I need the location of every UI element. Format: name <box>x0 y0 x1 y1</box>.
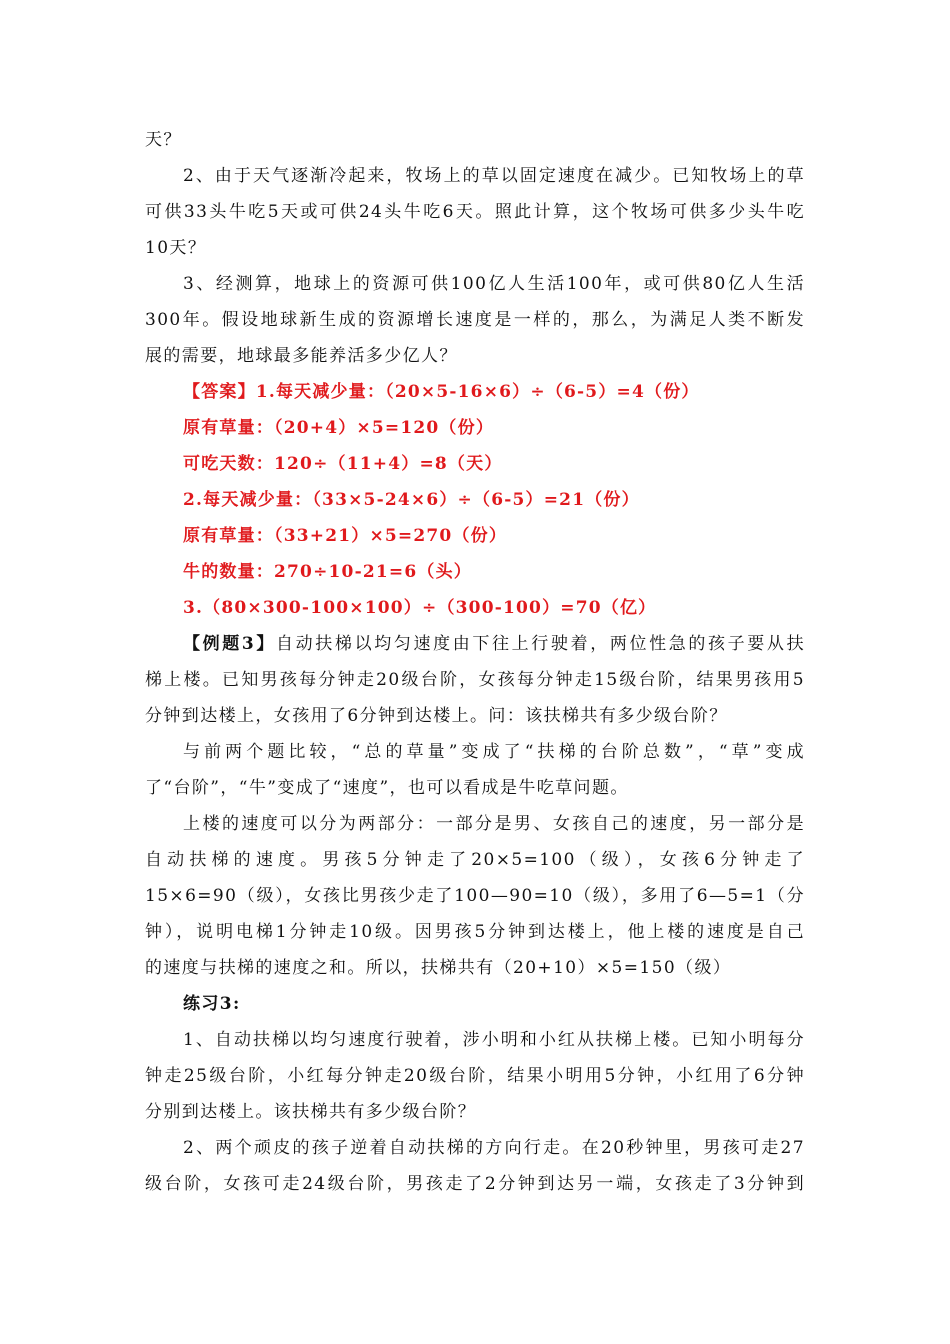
example-label: 【例题3】 <box>183 634 277 654</box>
practice-title: 练习3: <box>183 994 241 1014</box>
text-line: 级台阶，女孩可走24级台阶，男孩走了2分钟到达另一端，女孩走了3分钟到 <box>145 1174 805 1194</box>
text-line: 10天？ <box>145 238 207 258</box>
example-heading-line <box>145 626 805 662</box>
answer-line: 可吃天数：120÷（11+4）=8（天） <box>183 454 503 474</box>
answer-line <box>145 374 805 410</box>
page-content <box>145 122 805 1202</box>
answer-line: 2.每天减少量：（33×5-24×6）÷（6-5）=21（份） <box>183 490 640 510</box>
text-line: 梯上楼。已知男孩每分钟走20级台阶，女孩每分钟走15级台阶，结果男孩用5 <box>145 670 805 690</box>
text-line: 1、自动扶梯以均匀速度行驶着，涉小明和小红从扶梯上楼。已知小明每分 <box>183 1030 805 1050</box>
text-line: 2、由于天气逐渐冷起来，牧场上的草以固定速度在减少。已知牧场上的草 <box>183 166 805 186</box>
text-line: 展的需要，地球最多能养活多少亿人？ <box>145 346 458 366</box>
text-line: 300年。假设地球新生成的资源增长速度是一样的，那么，为满足人类不断发 <box>145 310 805 330</box>
answer-text: 1.每天减少量：（20×5-16×6）÷（6-5）=4（份） <box>255 382 700 402</box>
example-text: 自动扶梯以均匀速度由下往上行驶着，两位性急的孩子要从扶 <box>276 634 805 654</box>
text-line: 15×6=90（级），女孩比男孩少走了100—90=10（级），多用了6—5=1（分 <box>145 886 805 906</box>
answer-line: 原有草量：（33+21）×5=270（份） <box>183 526 508 546</box>
text-line: 上楼的速度可以分为两部分：一部分是男、女孩自己的速度，另一部分是 <box>183 814 805 834</box>
answer-line: 牛的数量：270÷10-21=6（头） <box>183 562 472 582</box>
answer-line: 原有草量：（20+4）×5=120（份） <box>183 418 495 438</box>
text-line: 了“台阶”，“牛”变成了“速度”，也可以看成是牛吃草问题。 <box>145 778 629 798</box>
text-line: 的速度与扶梯的速度之和。所以，扶梯共有（20+10）×5=150（级） <box>145 958 732 978</box>
text-line: 钟走25级台阶，小红每分钟走20级台阶，结果小明用5分钟，小红用了6分钟 <box>145 1066 805 1086</box>
text-line: 天？ <box>145 130 182 150</box>
text-line: 与前两个题比较，“总的草量”变成了“扶梯的台阶总数”，“草”变成 <box>183 742 805 762</box>
text-line: 可供33头牛吃5天或可供24头牛吃6天。照此计算，这个牧场可供多少头牛吃 <box>145 202 805 222</box>
answer-line: 3.（80×300-100×100）÷（300-100）=70（亿） <box>183 598 657 618</box>
text-line: 2、两个顽皮的孩子逆着自动扶梯的方向行走。在20秒钟里，男孩可走27 <box>183 1138 805 1158</box>
text-line: 自动扶梯的速度。男孩5分钟走了20×5=100（级），女孩6分钟走了 <box>145 850 805 870</box>
text-line: 钟），说明电梯1分钟走10级。因男孩5分钟到达楼上，他上楼的速度是自己 <box>145 922 805 942</box>
text-line: 分别到达楼上。该扶梯共有多少级台阶？ <box>145 1102 477 1122</box>
text-line: 分钟到达楼上，女孩用了6分钟到达楼上。问：该扶梯共有多少级台阶？ <box>145 706 728 726</box>
answer-label: 【答案】 <box>183 382 256 402</box>
text-line: 3、经测算，地球上的资源可供100亿人生活100年，或可供80亿人生活 <box>183 274 805 294</box>
